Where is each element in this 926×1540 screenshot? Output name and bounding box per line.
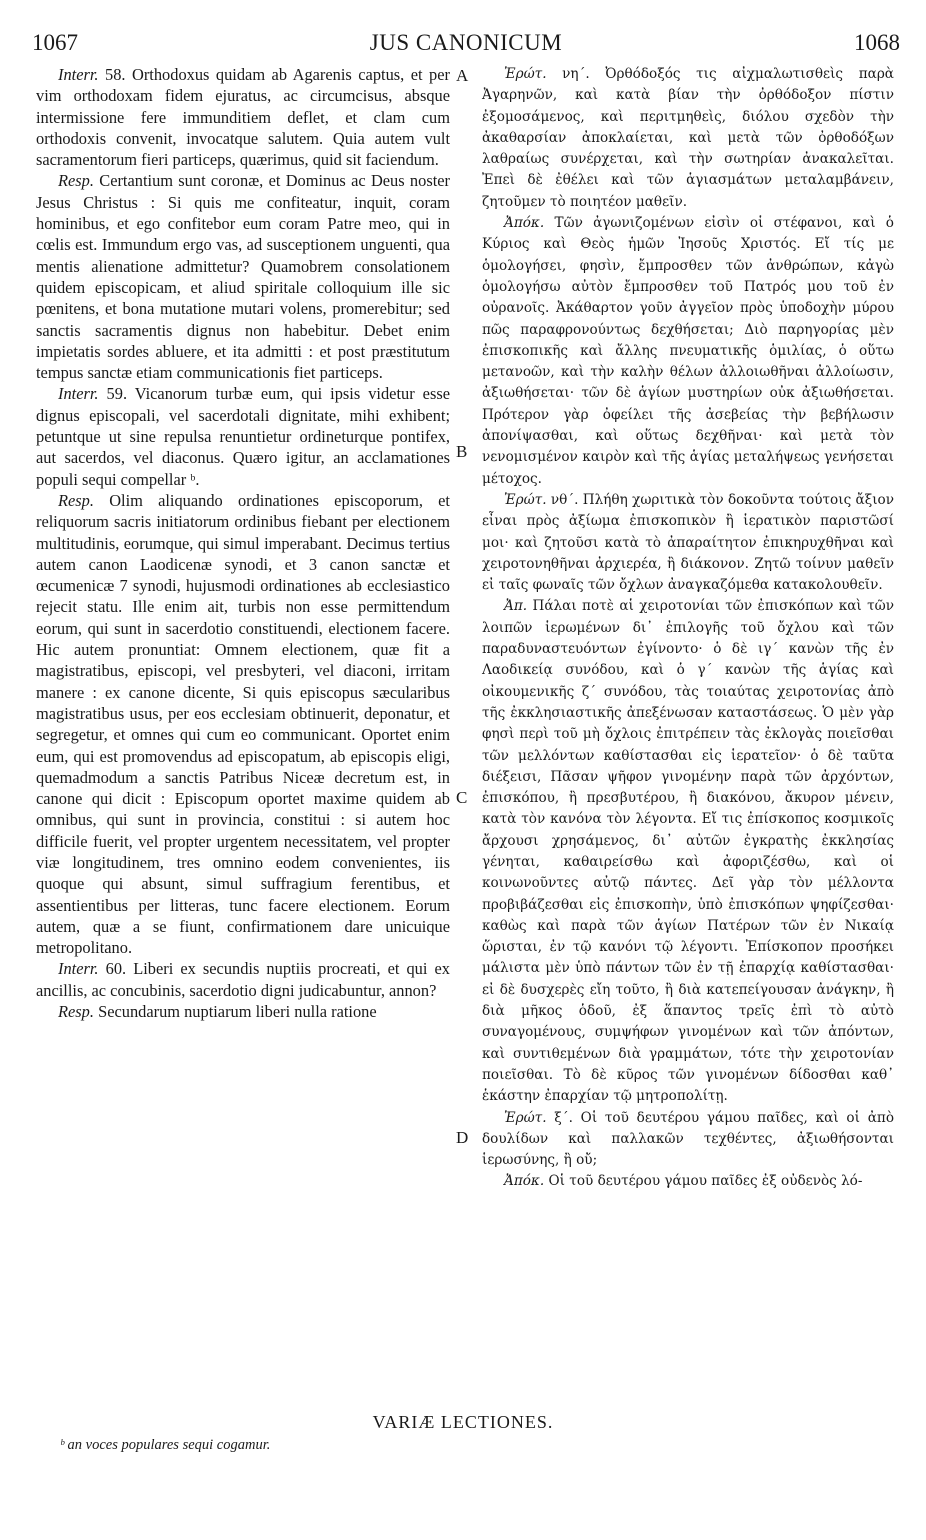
paragraph-text: 59. Vicanorum turbæ eum, qui ipsis videtur esse dignus episcopali, vel sacerdotali dignitate, mihi exhibent; petuntque ut sine repulsa renuntietur ordineturque pontifex, aut sacerdos, vel diaconus. Quæro igitur, an acclamationes populi sequi compellar ᵇ. [36,384,450,489]
paragraph-label: Ἐρώτ. [504,491,547,508]
section-marker-a: A [456,66,469,85]
paragraph-text: Πάλαι ποτὲ αἱ χειροτονίαι τῶν ἐπισκόπων καὶ τῶν λοιπῶν ἱερωμένων δι᾽ ἐπιλογῆς τοῦ ὄχλου καὶ τῶν παραδυναστευόντων ἐγίνοντο· ὁ δὲ ιγ΄ κανὼν τῆς ἐν Λαοδικείᾳ συνόδου, καὶ ὁ γ΄ κανὼν τῆς ἁγίας καὶ οἰκουμενικῆς ζ΄ συνόδου, τὰς τοιαύτας χειροτονίας ἀπὸ τῆς ἐκκλησιαστικῆς ἀπεξένωσαν καταστάσεως. Ὁ μὲν γὰρ φησὶ περὶ τοῦ μὴ ὄχλοις ἐπιτρέπειν τὰς ἐκλογὰς ποιεῖσθαι τῶν μελλόντων καθίστασθαι εἰς ἱερατεῖον· ὁ δὲ ταῦτα διέξεισι, Πᾶσαν ψῆφον γινομένην παρὰ τῶν ἀρχόντων, ἐπισκόπου, ἢ πρεσβυτέρου, ἢ διακόνου, ἄκυρον μένειν, κατὰ τὸν κανόνα τὸν λέγοντα. Εἴ τις ἐπίσκοπος κοσμικοῖς ἄρχουσι χρησάμενος, δι᾽ αὐτῶν ἐγκρατὴς ἐκκλησίας γένηται, καθαιρείσθω καὶ ἀφοριζέσθω, καὶ οἱ κοινωνοῦντες αὐτῷ πάντες. Δεῖ γὰρ τὸν μέλλοντα προβιβάζεσθαι εἰς ἐπισκοπὴν, ὑπὸ ἐπισκόπων ψηφίζεσθαι· καθὼς καὶ παρὰ τῶν ἁγίων Πατέρων τῶν ἐν Νικαίᾳ ὥρισται, ἐν τῷ κανόνι τῷ λέγοντι. Ἐπίσκοπον προσήκει μάλιστα μὲν ὑπὸ πάντων τῶν ἐν τῇ ἐπαρχίᾳ καθίστασθαι· εἰ δὲ δυσχερὲς εἴη τοῦτο, ἢ διὰ κατεπείγουσαν ἀνάγκην, ἢ διὰ μῆκος ὁδοῦ, ἐξ ἅπαντος τρεῖς ἐπὶ τὸ αὐτὸ συναγομένους, συμψήφων γινομένων καὶ τῶν ἀπόντων, καὶ συντιθεμένων διὰ γραμμάτων, τότε τὴν χειροτονίαν ποιεῖσθαι. Τὸ δὲ κῦρος τῶν γινομένων δίδοσθαι καθ᾽ ἑκάστην ἐπαρχίαν τῷ μητροπολίτῃ. [482,598,894,1105]
page-number-left: 1067 [32,30,78,55]
paragraph-text: νη΄. Ὀρθόδοξός τις αἰχμαλωτισθεὶς παρὰ Ἀγαρηνῶν, καὶ κατὰ βίαν τὴν ὀρθόδοξον πίστιν ἐξομοσάμενος, καὶ περιτμηθεὶς, διόλου σχεδὸν τὴν ἀκαθαρσίαν ἀποκλαίεται, καὶ μετὰ τῶν ὀρθοδόξων λαθραίως συνέρχεται, καὶ τὴν σωτηρίαν ἀνακαλεῖται. Ἐπεὶ δὲ ἐθέλει καὶ τῶν ἁγιασμάτων μεταλαμβάνειν, ζητοῦμεν τὸ ποιητέον μαθεῖν. [482,66,894,210]
paragraph-label: Ἐρώτ. [504,66,547,82]
greek-paragraph [482,64,894,213]
greek-paragraph [482,490,894,596]
paragraph-label: Ἀπόκ. [504,215,545,232]
paragraph-label: Ἀπόκ. [504,1173,545,1190]
paragraph-text: Certantium sunt coronæ, et Dominus ac Deus noster Jesus Christus : Si quis me confiteatur, inquit, coram hominibus, et ego confitebor eum coram Patre meo, qui in cœlis est. Immundum ergo vas, ad susceptionem unguenti, qua mentis alienatione admittetur? Quamobrem consolationem quidem episcopicam, et aliud spiritale colloquium ille sic pœnitens, et bona mutatione mutari volens, promerebitur; sed sanctis sacramentis dignus non habebitur. Debet enim impietatis sordes abluere, et ita admitti : et post præstitutum tempus sanctæ etiam communicationis fiet particeps. [36,171,450,383]
section-marker-b: B [456,442,468,461]
paragraph-text: Olim aliquando ordinationes episcoporum, et reliquorum sacris initiatorum ordinibus fiebant per electionem multitudinis, eorumque, qui simul imperabant. Decimus tertius autem canon Laodicenæ synodi, et 3 canon sanctæ et œcumenicæ 7 synodi, hujusmodi ordinationes ab ecclesiastico rejecit statu. Ille enim ait, turbis non esse permittendum eorum, qui sunt in sacerdotio constituendi, electionem facere. Hic autem pronuntiat: Omnem electionem, quæ fit a magistratibus, episcopi, vel presbyteri, vel diaconi, irritam manere : ex canone dicente, Si quis episcopus sæcularibus magistratibus usus, per eos ecclesiam obtinuerit, deponatur, et segregetur, et omnes qui cum eo communicant. Oportet enim eum, qui est promovendus ad episcopatum, ab episcopis eligi, quemadmodum a sanctis Patribus Niceæ decretum est, in canone qui dicit : Episcopum oportet maxime quidem ab omnibus, qui sunt in provincia, constitui : si autem hoc difficile fuerit, vel propter urgentem necessitatem, vel propter viæ longitudinem, tres omnino eodem convenientes, iis quoque qui absunt, simul suffragium ferentibus, et assentientibus per litteras, tunc facere electionem. Eorum autem, quæ a se fiunt, confirmationem dare unicuique metropolitano. [36,490,450,958]
greek-paragraph [482,1171,894,1192]
latin-paragraph [36,958,450,1001]
paragraph-label: Interr. [58,384,99,404]
section-marker-d: D [456,1128,469,1147]
latin-column [36,64,450,1022]
paragraph-label: Interr. [58,959,99,979]
variae-lectiones-heading: VARIÆ LECTIONES. [372,1412,554,1432]
paragraph-text: 58. Orthodoxus quidam ab Agarenis captus, et per vim orthodoxam fidem ejuratus, ac circumcisus, absque intermissione fere immunditiem deflet, et clam cum orthodoxis convenit, invocatque salutem. Quia autem vult sacramentorum fieri particeps, quærimus, quid sit faciendum. [36,65,450,170]
latin-paragraph [36,170,450,383]
paragraph-text: Οἱ τοῦ δευτέρου γάμου παῖδες ἐξ οὐδενὸς λό- [548,1173,863,1190]
section-marker-c: C [456,788,468,807]
paragraph-text: Secundarum nuptiarum liberi nulla ratione [98,1002,377,1022]
paragraph-label: Ἀπ. [504,598,528,615]
greek-paragraph [482,1108,894,1172]
footnote: ᵇ an voces populares sequi cogamur. [60,1437,271,1453]
latin-paragraph [36,490,450,959]
page-number-right: 1068 [854,30,900,55]
latin-paragraph [36,1001,450,1022]
running-title: JUS CANONICUM [369,30,563,55]
paragraph-text: Τῶν ἀγωνιζομένων εἰσὶν οἱ στέφανοι, καὶ ὁ Κύριος καὶ Θεὸς ἡμῶν Ἰησοῦς Χριστός. Εἴ τίς με ὁμολογήσει, φησὶν, ἔμπροσθεν τῶν ἀνθρώπων, κἀγὼ ὁμολογήσω αὐτὸν ἔμπροσθεν τοῦ Πατρός μου τοῦ ἐν οὐρανοῖς. Ἀκάθαρτον γοῦν ἀγγεῖον πρὸς ὑποδοχὴν μύρου πῶς παραφρονούντως δεχθήσεται; Διὸ παρηγορίας μὲν ἐπισκοπικῆς καὶ ἄλλης πνευματικῆς ὁμιλίας, ὁ οὕτω μετανοῶν, καὶ τὴν καλὴν θέλων ἀλλοιωθῆναι ἀλλοίωσιν, ἀξιωθήσεται· τῶν δὲ ἁγίων μυστηρίων οὐκ ἀξιωθήσεται. Πρότερον γὰρ ὀφείλει τῆς ἀσεβείας τὴν βεβήλωσιν ἀπονίψασθαι, καὶ οὕτως δεχθῆναι· καὶ μετὰ τὸν νενομισμένον καιρὸν καὶ τῆς ἁγίας μεταλήψεως γενήσεται μέτοχος. [482,215,894,487]
paragraph-text: νθ΄. Πλήθη χωριτικὰ τὸν δοκοῦντα τούτοις ἄξιον εἶναι πρὸς ἀξίωμα ἐπισκοπικὸν ἢ ἱερατικὸν παριστῶσί μοι· καὶ ζητοῦσι κατὰ τὸ ἀπαραίτητον ἐπικηρυχθῆναι καὶ χειροτονηθῆναι ἀρχιερέα, ἢ διάκονον. Ζητῶ τοίνυν μαθεῖν εἰ ταῖς φωναῖς τῶν ὄχλων ἀναγκαζόμεθα κατακολουθεῖν. [482,491,894,594]
paragraph-text: ξ΄. Οἱ τοῦ δευτέρου γάμου παῖδες, καὶ οἱ ἀπὸ δουλίδων καὶ παλλακῶν τεχθέντες, ἀξιωθήσονται ἱερωσύνης, ἢ οὔ; [482,1109,894,1169]
paragraph-label: Ἐρώτ. [504,1109,547,1126]
greek-column [482,64,894,1193]
paragraph-label: Resp. [58,490,94,510]
paragraph-text: 60. Liberi ex secundis nuptiis procreati, et qui ex ancillis, ac concubinis, sacerdotio digni judicabuntur, annon? [36,959,450,1000]
greek-paragraph [482,596,894,1107]
greek-paragraph [482,213,894,490]
paragraph-label: Interr. [58,65,99,84]
latin-paragraph [36,64,450,170]
running-header [32,30,900,60]
paragraph-label: Resp. [58,1002,94,1022]
paragraph-label: Resp. [58,171,94,191]
latin-paragraph [36,383,450,489]
